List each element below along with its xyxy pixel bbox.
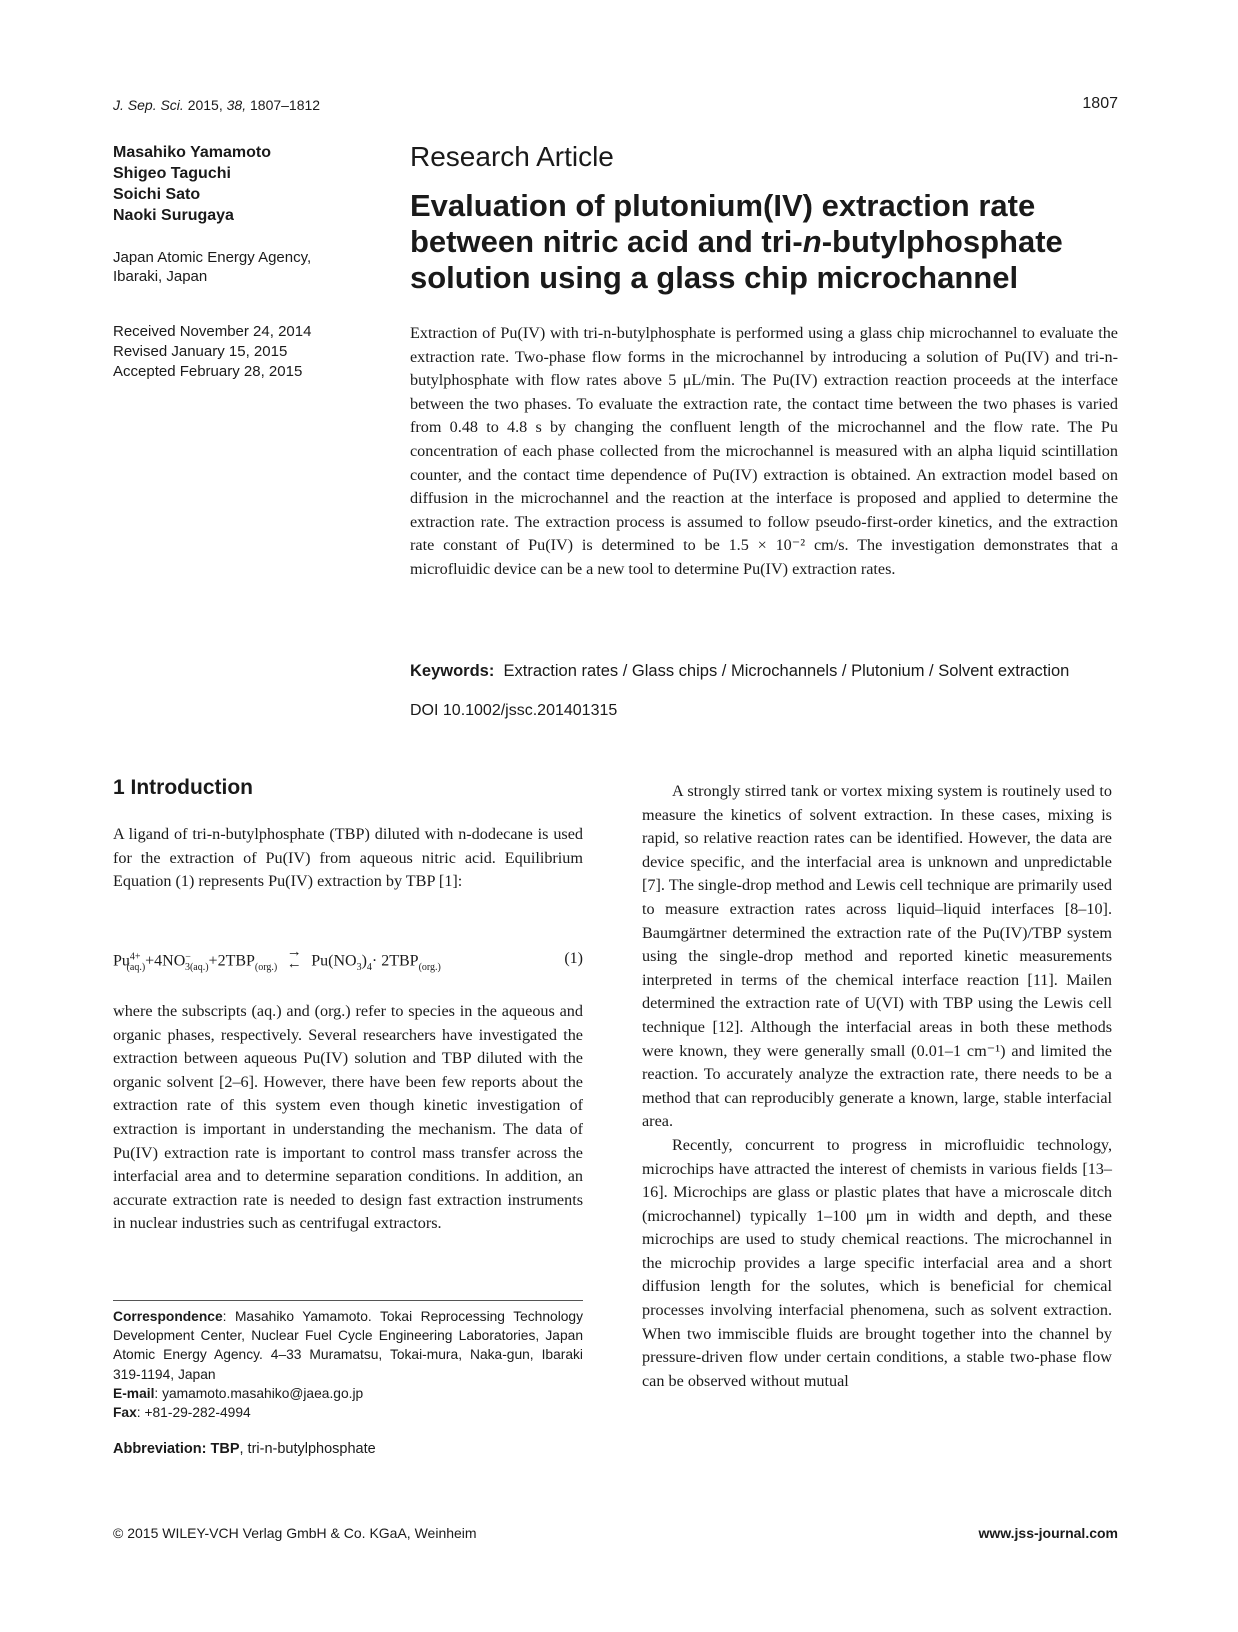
intro-paragraph-2 <box>113 1000 583 1236</box>
correspondence-text: : Masahiko Yamamoto. Tokai Reprocessing Technology Development Center, Nuclear Fuel Cycle Engineering Laboratories, Japan Atomic Energy Agency. 4–33 Muramatsu, Tokai-mura, Naka-gun, Ibaraki 319-1194, Japan <box>113 1309 583 1382</box>
abstract: Extraction of Pu(IV) with tri-n-butylphosphate is performed using a glass chip microchannel to evaluate the extraction rate. Two-phase flow forms in the microchannel by introducing a solution of Pu(IV) and tri-n-butylphosphate with flow rates above 5 μL/min. The Pu(IV) extraction reaction proceeds at the interface between the two phases. To evaluate the extraction rate, the contact time between the two phases is varied from 0.48 to 4.8 s by changing the confluent length of the microchannel and the flow rate. The Pu concentration of each phase collected from the microchannel is measured with an alpha liquid scintillation counter, and the contact time dependence of Pu(IV) extraction is obtained. An extraction model based on diffusion in the microchannel and the reaction at the interface is proposed and applied to determine the extraction rate. The extraction process is assumed to follow pseudo-first-order kinetics, and the extraction rate constant of Pu(IV) is determined to be 1.5 × 10⁻² cm/s. The investigation demonstrates that a microfluidic device can be a new tool to determine Pu(IV) extraction rates. <box>410 324 1118 578</box>
article-title <box>410 188 1130 296</box>
intro-paragraph-1 <box>113 823 583 894</box>
author-list <box>113 142 271 226</box>
running-header <box>113 97 320 113</box>
revised-date: Revised January 15, 2015 <box>113 343 288 360</box>
paragraph-text: A strongly stirred tank or vortex mixing system is routinely used to measure the kinetics of solvent extraction. In these cases, mixing is rapid, so relative reaction rates can be identified. However, the data are device specific, and the interfacial area is unknown and unpredictable [7]. The single-drop method and Lewis cell technique are primarily used to measure extraction rates across liquid–liquid interfaces [8–10]. Baumgärtner determined the extraction rate of the Pu(IV)/TBP system using the single-drop method and reported kinetic measurements interpreted in terms of the chemical interface reaction [11]. Mailen determined the extraction rate of U(VI) with TBP using the Lewis cell technique [12]. Although the interfacial areas in both these methods were known, they were generally small (0.01–1 cm⁻¹) and limited the reaction. To accurately analyze the extraction rate, there needs to be a method that can reproducibly generate a known, large, stable interfacial area. <box>642 782 1112 1131</box>
journal-url: www.jss-journal.com <box>978 1525 1118 1541</box>
title-part: n <box>802 224 822 259</box>
author: Shigeo Taguchi <box>113 165 231 182</box>
article-dates <box>113 322 311 382</box>
affiliation-line: Ibaraki, Japan <box>113 268 208 285</box>
paragraph-text: where the subscripts (aq.) and (org.) refer to species in the aqueous and organic phases, respectively. Several researchers have investigated the extraction between aqueous Pu(IV) solution and TBP diluted with the organic solvent [2–6]. However, there have been few reports about the extraction rate of this system even though kinetic investigation of extraction is important in understanding the mechanism. The data of Pu(IV) extraction rate is important to control mass transfer across the interfacial area and to determine separation conditions. In addition, an accurate extraction rate is needed to design fast extraction instruments in nuclear industries such as centrifugal extractors. <box>113 1002 583 1233</box>
title-part: Evaluation of plutonium(IV) extraction rate between nitric acid and tri- <box>410 188 1036 259</box>
paragraph-text: Recently, concurrent to progress in microfluidic technology, microchips have attracted the interest of chemists in various fields [13–16]. Microchips are glass or plastic plates that have a microscale ditch (microchannel) typically 1–100 μm in width and depth, and these microchips are used to study chemical reactions. The microchannel in the microchip provides a large specific interfacial area and a short diffusion length for the solutes, which is beneficial for chemical processes involving interfacial phenomena, such as solvent extraction. When two immiscible fluids are brought together into the channel by pressure-driven flow under certain conditions, a stable two-phase flow can be observed without mutual <box>642 1135 1112 1390</box>
correspondence-label: Correspondence <box>113 1309 223 1324</box>
abbreviation-term: TBP <box>210 1441 240 1457</box>
accepted-date: Accepted February 28, 2015 <box>113 363 303 380</box>
abbreviation-text: , tri-n-butylphosphate <box>239 1441 376 1457</box>
equilibrium-arrows: → ← <box>286 944 302 972</box>
email-address: : yamamoto.masahiko@jaea.go.jp <box>154 1385 364 1401</box>
equation-number: (1) <box>564 950 583 967</box>
paragraph-text: A ligand of tri-n-butylphosphate (TBP) diluted with n-dodecane is used for the extraction of Pu(IV) from aqueous nitric acid. Equilibrium Equation (1) represents Pu(IV) extraction by TBP [1]: <box>113 825 583 891</box>
section-heading: 1 Introduction <box>113 776 253 799</box>
journal-year: 2015, <box>187 97 223 113</box>
equation-1 <box>113 940 583 980</box>
page-number: 1807 <box>1082 95 1118 112</box>
journal-volume: 38, <box>226 97 247 113</box>
journal-pages: 1807–1812 <box>250 97 321 113</box>
footnote-divider <box>113 1300 583 1301</box>
fax-label: Fax <box>113 1405 137 1421</box>
article-type: Research Article <box>410 141 614 172</box>
equation-body: $Pu^{4+}_{(aq.)}+4NO^-_{3(aq.)}+2TBP_{(org.)}$ → ← $Pu(NO_3)_4\cdot 2TBP_{(org.)}$ <box>113 944 441 973</box>
affiliation <box>113 248 311 286</box>
email-label: E-mail <box>113 1385 155 1401</box>
keywords-list: Extraction rates / Glass chips / Microchannels / Plutonium / Solvent extraction <box>503 662 1070 680</box>
author: Naoki Surugaya <box>113 207 234 224</box>
fax-number: : +81-29-282-4994 <box>136 1405 251 1421</box>
affiliation-line: Japan Atomic Energy Agency, <box>113 249 312 266</box>
journal-name: J. Sep. Sci. <box>113 97 184 113</box>
right-column <box>642 780 1112 1393</box>
title-part: -butylphosphate solution using a glass chip microchannel <box>410 224 1063 295</box>
abbreviation-note <box>113 1441 376 1457</box>
copyright: © 2015 WILEY-VCH Verlag GmbH & Co. KGaA, Weinheim <box>113 1525 477 1541</box>
correspondence-footnote <box>113 1307 583 1422</box>
author: Masahiko Yamamoto <box>113 144 271 161</box>
author: Soichi Sato <box>113 186 201 203</box>
received-date: Received November 24, 2014 <box>113 323 312 340</box>
keywords-label: Keywords: <box>410 662 495 680</box>
doi: DOI 10.1002/jssc.201401315 <box>410 702 618 719</box>
abbreviation-label: Abbreviation: <box>113 1441 207 1457</box>
keywords <box>410 661 1118 681</box>
